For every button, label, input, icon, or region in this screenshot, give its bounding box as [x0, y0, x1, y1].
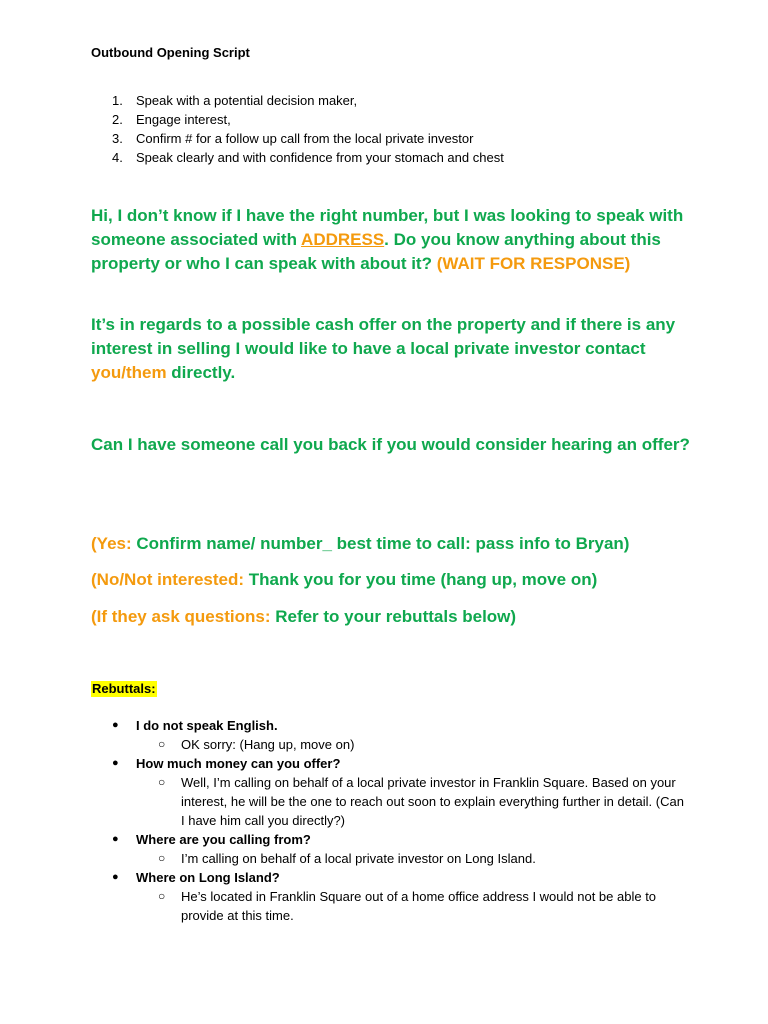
script-paragraph-greeting: Hi, I don’t know if I have the right number, but I was looking to speak with someone associated with ADDRESS. Do you know anything about this property or who I can speak with about it? (WAIT FOR RESPONSE): [91, 206, 684, 273]
circle-bullet-icon: ○: [158, 851, 166, 865]
bullet-icon: ●: [112, 719, 119, 731]
rebuttal-item: [91, 754, 691, 830]
list-item: 4. Speak clearly and with confidence from your stomach and chest: [112, 150, 504, 165]
rebuttal-item: [91, 868, 691, 925]
rebuttal-question: I do not speak English.: [136, 718, 278, 733]
rebuttal-answer: ○ I’m calling on behalf of a local private investor on Long Island.: [158, 851, 536, 866]
rebuttal-question: Where are you calling from?: [136, 832, 311, 847]
script-paragraph-callback: Can I have someone call you back if you would consider hearing an offer?: [91, 435, 690, 454]
you-them-placeholder: you/them: [91, 363, 167, 382]
steps-list: [91, 91, 504, 167]
rebuttal-answer: ○ Well, I’m calling on behalf of a local private investor in Franklin Square. Based on your interest, he will be the one to reach out soon to explain everything further in detail. (Can I have him call you directly?): [158, 775, 684, 828]
rebuttal-item: [91, 716, 691, 754]
response-no: (No/Not interested: Thank you for you time (hang up, move on): [91, 570, 598, 589]
rebuttal-item: [91, 830, 691, 868]
rebuttals-list: [91, 716, 691, 925]
rebuttals-heading: Rebuttals:: [92, 681, 156, 696]
bullet-icon: ●: [112, 833, 119, 845]
rebuttal-answer: ○ OK sorry: (Hang up, move on): [158, 737, 355, 752]
document-title: Outbound Opening Script: [91, 45, 250, 60]
list-item: 2. Engage interest,: [112, 112, 231, 127]
wait-instruction: (WAIT FOR RESPONSE): [436, 254, 631, 273]
yes-label: Yes:: [96, 534, 132, 553]
bullet-icon: ●: [112, 871, 119, 883]
questions-label: (If they ask questions:: [91, 607, 271, 626]
script-paragraph-offer: It’s in regards to a possible cash offer on the property and if there is any interest in selling I would like to have a local private investor contact you/them directly.: [91, 315, 676, 382]
rebuttal-question: How much money can you offer?: [136, 756, 341, 771]
list-item: 3. Confirm # for a follow up call from the local private investor: [112, 131, 474, 146]
address-placeholder: ADDRESS: [301, 230, 385, 249]
circle-bullet-icon: ○: [158, 775, 166, 789]
circle-bullet-icon: ○: [158, 737, 166, 751]
no-label: No/Not interested:: [96, 570, 245, 589]
rebuttal-question: Where on Long Island?: [136, 870, 280, 885]
rebuttal-answer: ○ He’s located in Franklin Square out of a home office address I would not be able to provide at this time.: [158, 889, 657, 923]
response-questions: (If they ask questions: Refer to your rebuttals below): [91, 607, 517, 626]
bullet-icon: ●: [112, 757, 119, 769]
circle-bullet-icon: ○: [158, 889, 166, 903]
list-item: 1. Speak with a potential decision maker,: [112, 93, 358, 108]
response-yes: (Yes: Confirm name/ number_ best time to call: pass info to Bryan): [91, 534, 630, 553]
